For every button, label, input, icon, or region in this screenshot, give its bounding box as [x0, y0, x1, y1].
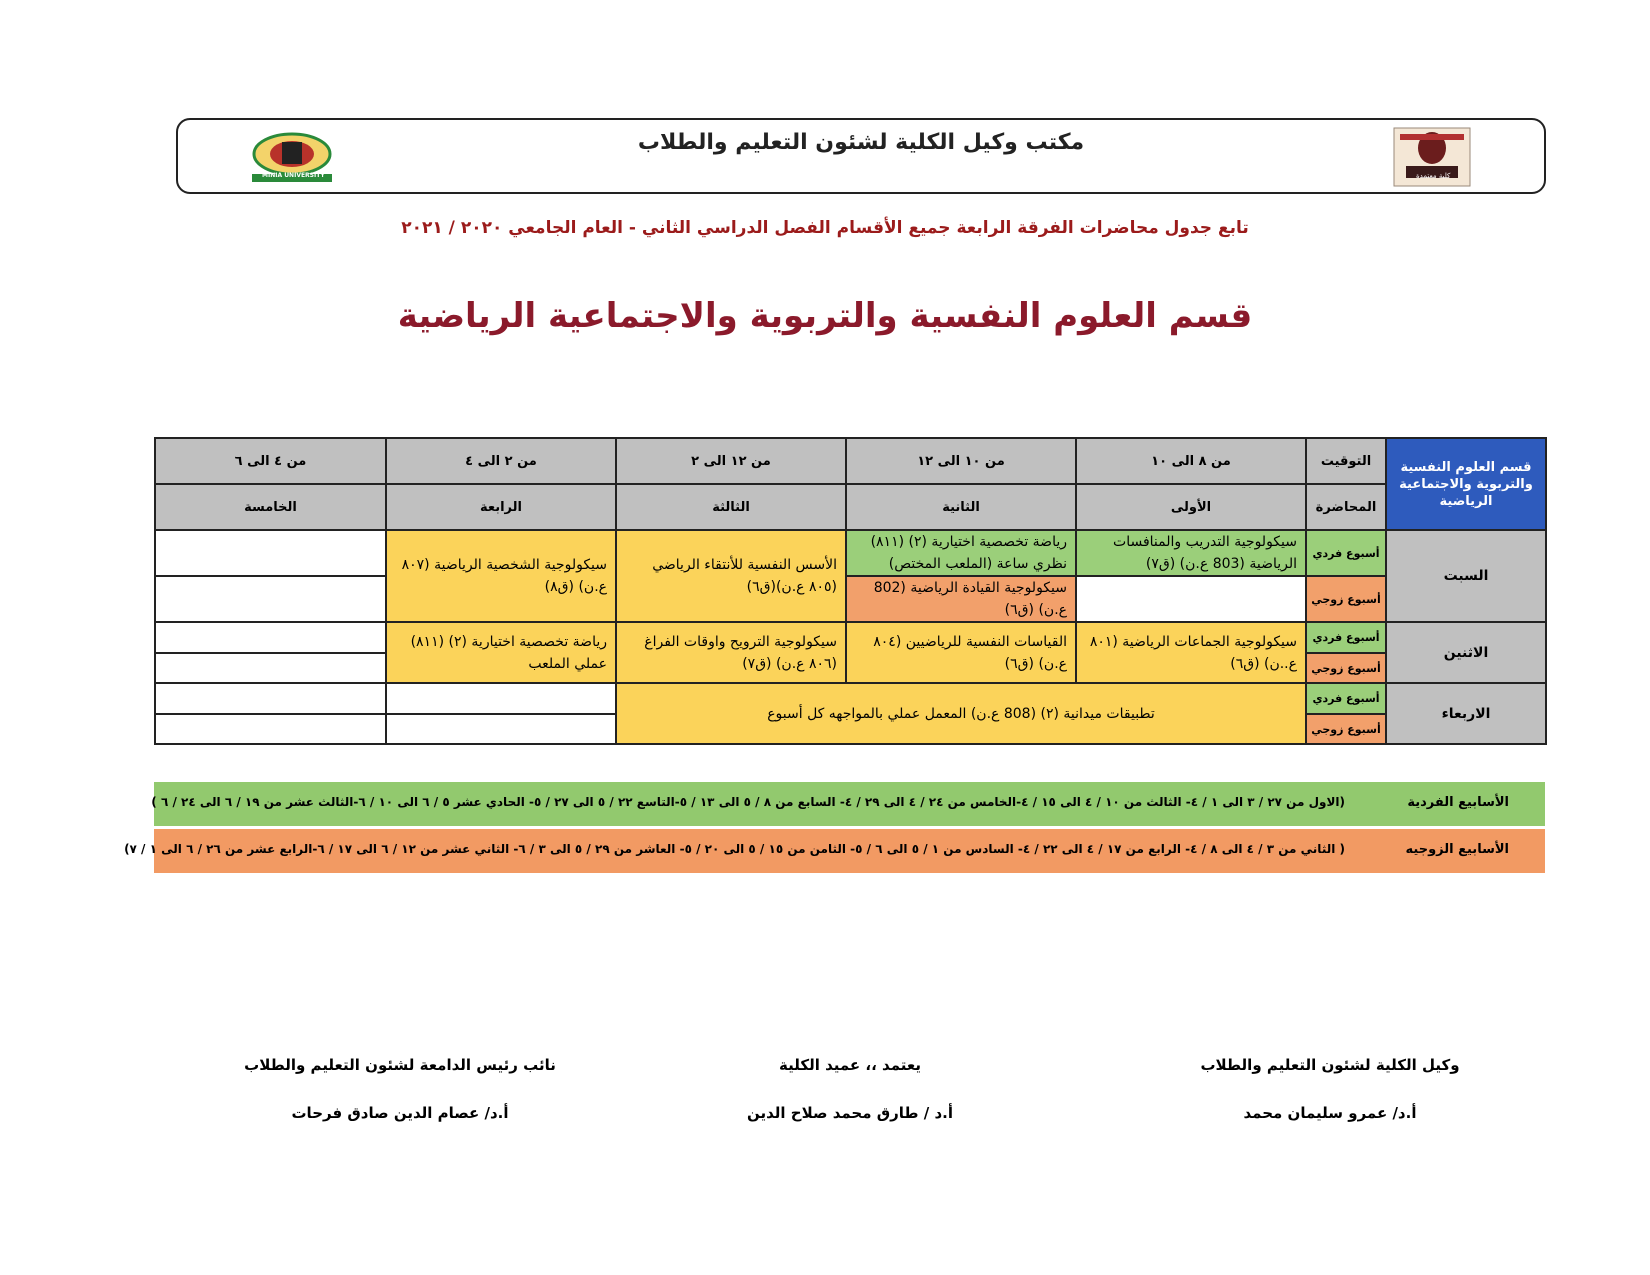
- even-weeks-band: [124, 829, 1545, 873]
- lecture-5: الخامسة: [155, 484, 386, 530]
- signature-right-name: أ.د/ عمرو سليمان محمد: [1243, 1104, 1417, 1122]
- even-week-label: أسبوع زوجي: [1306, 576, 1386, 622]
- even-weeks-dates: ( الثاني من ٣ / ٤ الى ٨ / ٤- الرابع من ١٧ / ٤ الى ٢٢ / ٤- السادس من ١ / ٥ الى ٦ / ٥- الثامن من ١٥ / ٥ الى ٢٠ / ٥- العاشر من ٢٩ / ٥ الى ٣ / ٦- الثاني عشر من ١٢ / ٦ الى ١٧ / ٦-الرابع عشر من ٢٦ / ٦ الى ١ / ٧): [124, 842, 1345, 856]
- faculty-logo: [1392, 126, 1472, 188]
- cell-mon-1: سيكولوجية الجماعات الرياضية (٨٠١ ع..ن) (ق٦): [1076, 622, 1306, 683]
- cell-mon-5-even: [155, 653, 386, 683]
- cell-sat-2-even: سيكولوجية القيادة الرياضية (802 ع.ن) (ق٦): [846, 576, 1076, 622]
- signature-center-role: يعتمد ،، عميد الكلية: [779, 1056, 921, 1074]
- time-slot-2: من ١٠ الى ١٢: [846, 438, 1076, 484]
- cell-wed-1-3: تطبيقات ميدانية (٢) (808 ع.ن) المعمل عملي بالمواجهه كل أسبوع: [616, 683, 1306, 744]
- cell-sat-5-odd: [155, 530, 386, 576]
- signature-center-name: أ.د / طارق محمد صلاح الدين: [746, 1104, 953, 1122]
- odd-weeks-dates: (الاول من ٢٧ / ٣ الى ١ / ٤- الثالث من ١٠ / ٤ الى ١٥ / ٤-الخامس من ٢٤ / ٤ الى ٢٩ / ٤- السابع من ٨ / ٥ الى ١٣ / ٥-التاسع ٢٢ / ٥ الى ٢٧ / ٥- الحادي عشر ٥ / ٦ الى ١٠ / ٦-الثالث عشر من ١٩ / ٦ الى ٢٤ / ٦ ): [151, 795, 1345, 809]
- cell-mon-5-odd: [155, 622, 386, 653]
- schedule-table: [154, 437, 1547, 745]
- odd-week-label: أسبوع فردي: [1306, 530, 1386, 576]
- cell-mon-3: سيكولوجية الترويح واوقات الفراغ (٨٠٦ ع.ن) (ق٧): [616, 622, 846, 683]
- odd-weeks-label: الأسابيع الفردية: [1407, 795, 1509, 810]
- cell-sat-1-even: [1076, 576, 1306, 622]
- logo-right-caption: كلية معتمدة: [1416, 172, 1451, 180]
- signature-right-role: وكيل الكلية لشئون التعليم والطلاب: [1200, 1056, 1460, 1074]
- cell-wed-5-even: [155, 714, 386, 744]
- cell-mon-2: القياسات النفسية للرياضيين (٨٠٤ ع.ن) (ق٦): [846, 622, 1076, 683]
- cell-wed-5-odd: [155, 683, 386, 714]
- time-slot-4: من ٢ الى ٤: [386, 438, 616, 484]
- timing-label: التوقيت: [1306, 438, 1386, 484]
- cell-sat-3: الأسس النفسية للأنتقاء الرياضي (٨٠٥ ع.ن)(ق٦): [616, 530, 846, 622]
- even-weeks-label: الأسابيع الزوجيه: [1405, 842, 1509, 857]
- odd-weeks-band: [151, 782, 1545, 826]
- cell-sat-2-odd: رياضة تخصصية اختيارية (٢) (٨١١) نظري ساعة (الملعب المختص): [846, 530, 1076, 576]
- cell-wed-4-odd: [386, 683, 616, 714]
- cell-mon-4: رياضة تخصصية اختيارية (٢) (٨١١) عملي الملعب: [386, 622, 616, 683]
- lecture-4: الرابعة: [386, 484, 616, 530]
- lecture-2: الثانية: [846, 484, 1076, 530]
- day-monday: الاثنين: [1386, 622, 1546, 683]
- header-box: [176, 118, 1546, 194]
- office-title: مكتب وكيل الكلية لشئون التعليم والطلاب: [637, 130, 1085, 155]
- logo-left-caption: MINIA UNIVERSITY: [262, 172, 325, 179]
- day-wednesday: الاربعاء: [1386, 683, 1546, 744]
- time-slot-5: من ٤ الى ٦: [155, 438, 386, 484]
- day-saturday: السبت: [1386, 530, 1546, 622]
- even-week-label: أسبوع زوجي: [1306, 714, 1386, 744]
- lecture-1: الأولى: [1076, 484, 1306, 530]
- even-week-label: أسبوع زوجي: [1306, 653, 1386, 683]
- odd-week-label: أسبوع فردي: [1306, 683, 1386, 714]
- cell-wed-4-even: [386, 714, 616, 744]
- signature-left-name: أ.د/ عصام الدين صادق فرحات: [291, 1104, 509, 1122]
- cell-sat-5-even: [155, 576, 386, 622]
- odd-week-label: أسبوع فردي: [1306, 622, 1386, 653]
- signature-left-role: نائب رئيس الدامعة لشئون التعليم والطلاب: [244, 1056, 556, 1074]
- page-title: قسم العلوم النفسية والتربوية والاجتماعية الرياضية: [397, 296, 1253, 336]
- lecture-3: الثالثة: [616, 484, 846, 530]
- page-subtitle: تابع جدول محاضرات الفرقة الرابعة جميع الأقسام الفصل الدراسي الثاني - العام الجامعي ٢٠٢٠ / ٢٠٢١: [401, 218, 1249, 238]
- lecture-label: المحاضرة: [1306, 484, 1386, 530]
- time-slot-1: من ٨ الى ١٠: [1076, 438, 1306, 484]
- time-slot-3: من ١٢ الى ٢: [616, 438, 846, 484]
- department-cell: قسم العلوم النفسية والتربوية والاجتماعية الرياضية: [1386, 438, 1546, 530]
- cell-sat-4: سيكولوجية الشخصية الرياضية (٨٠٧ ع.ن) (ق٨): [386, 530, 616, 622]
- cell-sat-1-odd: سيكولوجية التدريب والمنافسات الرياضية (803 ع.ن) (ق٧): [1076, 530, 1306, 576]
